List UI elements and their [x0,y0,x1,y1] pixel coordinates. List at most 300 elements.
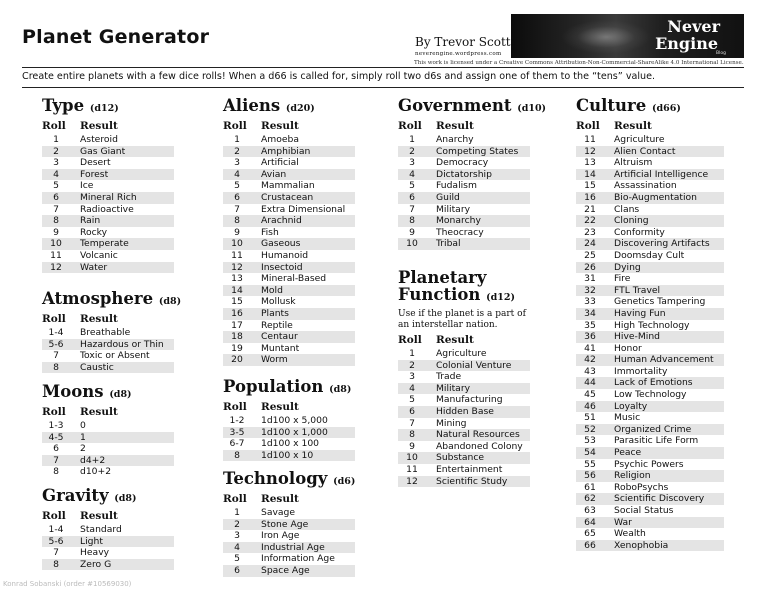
roll-value: 43 [584,365,596,377]
roll-value: 7 [53,203,59,215]
table-row [42,466,174,478]
table-row [223,262,355,274]
result-value: Centaur [251,331,355,343]
result-value: Water [70,262,174,274]
result-value: Colonial Venture [426,360,530,372]
result-value: Genetics Tampering [614,296,706,308]
table-row [398,134,530,146]
roll-value: 6 [223,565,251,577]
roll-value: 51 [584,412,596,424]
result-value: Military [426,383,530,395]
result-value: Guild [426,192,530,204]
roll-value: 8 [223,450,251,462]
result-value: Scientific Discovery [604,493,724,505]
page-header [22,14,744,62]
table-row [223,215,355,227]
table-row [576,505,724,517]
result-value: Mineral Rich [70,192,174,204]
never-engine-logo [511,14,744,58]
result-value: Worm [251,354,355,366]
roll-value: 1 [234,507,240,518]
type-table: Roll Result 1 Asteroid 2 Gas Giant 3 Desert 4 Forest 5 Ice 6 Mineral Rich 7 Radioactive 8 Rain 9 Rocky 10 Temperate 11 Volcanic 12 Water [42,120,174,273]
table-row [42,443,174,455]
table-row [223,296,355,308]
table-row [576,459,724,471]
table-row [223,146,355,158]
aliens-table: Roll Result 1 Amoeba 2 Amphibian 3 Artificial 4 Avian 5 Mammalian 6 Crustacean 7 Extra Dimensional 8 Arachnid 9 Fish 10 Gaseous 11 Humanoid 12 Insectoid 13 Mineral-Based 14 Mold 15 Mollusk 16 Plants 17 Reptile 18 Centaur 19 Muntant 20 Worm [223,120,355,366]
table-row [223,565,355,577]
table-row [576,366,724,378]
table-row [42,146,174,158]
roll-value: 11 [406,463,418,475]
roll-value: 11 [231,249,243,261]
table-row [42,157,174,169]
roll-value: 7 [42,455,70,467]
roll-value: 1-3 [48,420,64,431]
table-row [223,238,355,250]
roll-value: 8 [42,362,70,374]
result-value: Honor [614,342,642,354]
result-value: Radioactive [80,203,134,215]
roll-value: 12 [223,262,251,274]
roll-value: 2 [398,146,426,158]
result-value: FTL Travel [604,285,724,297]
table-row [576,343,724,355]
logo-glow [561,20,651,54]
table-row [223,204,355,216]
roll-value: 7 [409,203,415,215]
table-row [223,180,355,192]
roll-value: 4 [42,169,70,181]
roll-value: 22 [576,215,604,227]
result-value: Artificial Intelligence [604,169,724,181]
result-value: 1d100 x 100 [261,438,320,450]
result-value: Bio-Augmentation [604,192,724,204]
section-culture [576,97,724,551]
roll-value: 61 [584,481,596,493]
result-value: War [604,517,724,529]
result-value: Space Age [251,565,355,577]
result-value: Volcanic [80,249,118,261]
table-row [576,262,724,274]
result-value: Hidden Base [426,406,530,418]
table-row [576,250,724,262]
result-value: Insectoid [251,262,355,274]
intro-text: Create entire planets with a few dice rolls! When a d66 is called for, simply roll two d6s and assign one of them to the “tens” value. [22,71,656,82]
divider-bottom [22,87,744,88]
table-row [576,285,724,297]
roll-value: 8 [398,215,426,227]
roll-value: 1-2 [229,415,245,426]
result-value: 1d100 x 1,000 [251,427,355,439]
roll-value: 8 [398,429,426,441]
roll-value: 65 [584,528,596,540]
table-row [42,169,174,181]
table-row [42,180,174,192]
table-row [223,542,355,554]
table-row [576,354,724,366]
table-row [576,517,724,529]
table-row [398,204,530,216]
roll-value: 46 [576,401,604,413]
table-row [223,331,355,343]
section-title: Planetary Function (d12) [398,268,515,304]
section-title: Atmosphere (d8) [42,289,182,308]
result-value: 1d100 x 5,000 [261,415,328,426]
roll-value: 15 [584,180,596,192]
roll-value: 7 [409,417,415,429]
roll-value: 13 [584,157,596,169]
roll-value: 26 [576,262,604,274]
table-row [576,447,724,459]
roll-value: 44 [576,377,604,389]
section-title: Moons (d8) [42,382,132,401]
roll-value: 10 [398,452,426,464]
table-row [223,285,355,297]
result-value: Music [614,412,641,424]
result-value: Anarchy [436,134,474,145]
result-value: Substance [426,452,530,464]
table-row [398,452,530,464]
roll-value: 12 [398,476,426,488]
result-value: Desert [80,157,111,169]
logo-text-never: Never [667,17,720,36]
roll-value: 3 [234,157,240,169]
result-value: Iron Age [261,530,300,542]
result-value: Fire [614,273,631,285]
roll-value: 53 [584,435,596,447]
table-row [576,204,724,216]
section-title: Type (d12) [42,96,119,115]
section-moons [42,383,174,478]
result-value: Immortality [614,365,668,377]
logo-text-engine: Engine [655,34,718,53]
roll-value: 12 [42,262,70,274]
table-row [576,470,724,482]
result-value: Mineral-Based [261,273,327,285]
roll-value: 10 [42,238,70,250]
table-row [223,427,355,439]
result-value: Military [436,203,471,215]
table-row [42,536,174,548]
moons-table: Roll Result 1-3 0 4-5 1 6 2 7 d4+2 8 d10+2 [42,406,174,478]
result-value: Low Technology [614,389,687,401]
result-value: Tribal [426,238,530,250]
result-value: Mollusk [261,296,296,308]
table-row [398,418,530,430]
roll-value: 9 [53,226,59,238]
result-value: Humanoid [261,249,309,261]
roll-value: 7 [53,350,59,362]
result-value: Mold [251,285,355,297]
result-value: 1 [70,432,174,444]
result-value: Reptile [261,319,293,331]
result-value: Doomsday Cult [614,249,685,261]
roll-value: 8 [42,559,70,571]
result-value: Fudalism [436,180,477,192]
section-population [223,378,355,461]
roll-value: 54 [576,447,604,459]
roll-value: 3 [409,157,415,169]
roll-value: 8 [42,215,70,227]
result-value: Cloning [604,215,724,227]
table-row [223,308,355,320]
result-value: Manufacturing [436,394,503,406]
table-row [42,327,174,339]
table-row [42,420,174,432]
table-row [576,192,724,204]
table-row [576,331,724,343]
table-row [42,524,174,536]
result-value: Avian [251,169,355,181]
gravity-table: Roll Result 1-4 Standard 5-6 Light 7 Heavy 8 Zero G [42,510,174,570]
result-value: 0 [80,420,86,431]
result-value: Industrial Age [251,542,355,554]
function-table: Roll Result 1 Agriculture 2 Colonial Venture 3 Trade 4 Military 5 Manufacturing 6 Hidden Base 7 Mining 8 Natural Resources 9 Abandoned Colony 10 Substance 11 Entertainment 12 Scientific Study [398,334,530,487]
result-value: Extra Dimensional [261,203,346,215]
table-row [576,134,724,146]
roll-value: 6 [398,406,426,418]
table-row [398,441,530,453]
table-row [576,146,724,158]
table-row [42,547,174,559]
roll-value: 16 [576,192,604,204]
result-value: Loyalty [604,401,724,413]
roll-value: 66 [576,540,604,552]
result-value: Dying [604,262,724,274]
table-row [398,429,530,441]
roll-value: 64 [576,517,604,529]
roll-value: 5 [409,394,415,406]
roll-value: 2 [398,360,426,372]
result-value: d4+2 [70,455,174,467]
result-value: Having Fun [604,308,724,320]
roll-value: 15 [231,296,243,308]
result-value: Mammalian [261,180,315,192]
roll-value: 2 [223,146,251,158]
roll-value: 2 [42,146,70,158]
roll-value: 17 [231,319,243,331]
logo-text-blog: Blog [716,51,726,56]
roll-value: 56 [576,470,604,482]
section-atmosphere [42,290,181,373]
table-row [576,377,724,389]
table-row [223,354,355,366]
table-row [398,371,530,383]
roll-value: 7 [234,203,240,215]
table-row [223,415,355,427]
roll-value: 18 [223,331,251,343]
result-value: Peace [604,447,724,459]
roll-value: 5 [53,180,59,192]
result-value: High Technology [614,319,690,331]
result-value: Human Advancement [604,354,724,366]
table-row [42,362,174,374]
roll-value: 23 [584,226,596,238]
section-gravity [42,487,174,570]
table-row [576,424,724,436]
table-row [398,169,530,181]
section-description: Use if the planet is a part of an interstellar nation. [398,309,526,330]
roll-value: 9 [409,440,415,452]
culture-table: Roll Result 11 Agriculture 12 Alien Contact 13 Altruism 14 Artificial Intelligence 15 Assassination 16 Bio-Augmentation 21 Clans 22 Cloning 23 Conformity 24 Discovering Artifacts 25 Doomsday Cult 26 Dying 31 Fire 32 FTL Travel 33 Genetics Tampering 34 Having Fun 35 High Technology 36 Hive-Mind 41 Honor 42 Human Advancement 43 Immortality 44 Lack of Emotions 45 Low Technology 46 Loyalty 51 Music 52 Organized Crime 53 Parasitic Life Form 54 Peace 55 Psychic Powers 56 Religion 61 RoboPsychs 62 Scientific Discovery 63 Social Status 64 War 65 Wealth 66 Xenophobia [576,120,724,551]
result-value: Dictatorship [426,169,530,181]
table-row [398,348,530,360]
result-value: Toxic or Absent [80,350,150,362]
roll-value: 4 [223,169,251,181]
result-value: Fish [261,226,279,238]
roll-value: 62 [576,493,604,505]
result-value: Entertainment [436,463,503,475]
table-row [223,530,355,542]
roll-value: 6 [223,192,251,204]
section-planetary-function [398,269,530,487]
roll-value: 19 [231,342,243,354]
table-row [223,553,355,565]
divider-top [22,67,744,68]
table-row [576,482,724,494]
result-value: Competing States [426,146,530,158]
table-row [42,227,174,239]
table-row [398,215,530,227]
section-government [398,97,546,250]
table-row [42,262,174,274]
table-row [398,157,530,169]
table-row [576,227,724,239]
table-row [223,519,355,531]
result-value: Assassination [614,180,677,192]
table-row [398,227,530,239]
section-title: Gravity (d8) [42,486,137,505]
roll-value: 6 [398,192,426,204]
table-row [398,360,530,372]
result-value: Stone Age [251,519,355,531]
result-value: Hive-Mind [604,331,724,343]
license-notice: This work is licensed under a Creative Commons Attribution-Non-Commercial-ShareAlike 4.0 International License. [414,60,744,66]
table-row [576,412,724,424]
atmosphere-table: Roll Result 1-4 Breathable 5-6 Hazardous or Thin 7 Toxic or Absent 8 Caustic [42,313,174,373]
roll-value: 35 [584,319,596,331]
result-value: Abandoned Colony [436,440,523,452]
result-value: Trade [436,371,462,383]
result-value: Artificial [261,157,299,169]
result-value: Agriculture [436,348,487,359]
result-value: Amphibian [251,146,355,158]
table-row [223,192,355,204]
table-row [398,394,530,406]
table-row [223,273,355,285]
result-value: Social Status [614,505,674,516]
table-row [398,192,530,204]
result-value: Arachnid [251,215,355,227]
table-row [576,215,724,227]
result-value: Information Age [261,553,335,565]
roll-value: 9 [409,226,415,238]
result-value: Gas Giant [70,146,174,158]
table-row [223,134,355,146]
roll-value: 7 [53,547,59,559]
roll-value: 42 [576,354,604,366]
section-title: Population (d8) [223,377,352,396]
roll-value: 55 [584,458,596,470]
table-row [398,406,530,418]
roll-value: 2 [223,519,251,531]
section-title: Government (d10) [398,96,547,115]
table-row [223,157,355,169]
result-value: Zero G [70,559,174,571]
roll-value: 1 [234,134,240,145]
roll-value: 1 [53,134,59,145]
table-row [42,215,174,227]
table-row [398,238,530,250]
result-value: Theocracy [436,226,484,238]
result-value: Organized Crime [604,424,724,436]
roll-value: 24 [576,238,604,250]
result-value: Rain [70,215,174,227]
roll-value: 1-4 [48,524,64,535]
result-value: Heavy [80,547,110,559]
roll-value: 8 [53,466,59,478]
result-value: Muntant [261,342,300,354]
table-row [398,464,530,476]
table-row [576,540,724,552]
result-value: Breathable [80,327,131,338]
roll-value: 4-5 [42,432,70,444]
roll-value: 32 [576,285,604,297]
result-value: Wealth [614,528,646,540]
roll-value: 4 [398,383,426,395]
roll-value: 8 [223,215,251,227]
roll-value: 6 [53,443,59,455]
roll-value: 5 [409,180,415,192]
result-value: 2 [80,443,86,455]
table-row [398,146,530,158]
roll-value: 36 [576,331,604,343]
roll-value: 1 [409,348,415,359]
result-value: Clans [614,203,640,215]
table-row [223,438,355,450]
result-value: Asteroid [80,134,118,145]
table-row [576,238,724,250]
roll-value: 16 [223,308,251,320]
roll-value: 5 [234,180,240,192]
table-row [576,435,724,447]
section-title: Culture (d66) [576,96,681,115]
blog-url: neverengine.wordpress.com [415,51,502,57]
table-row [42,455,174,467]
result-value: Psychic Powers [614,458,684,470]
roll-value: 6 [42,192,70,204]
roll-value: 4 [398,169,426,181]
section-technology [223,470,355,577]
result-value: Plants [251,308,355,320]
roll-value: 45 [584,389,596,401]
roll-value: 4 [223,542,251,554]
result-value: Lack of Emotions [604,377,724,389]
table-row [398,476,530,488]
result-value: Agriculture [614,134,665,145]
roll-value: 14 [223,285,251,297]
table-row [223,507,355,519]
result-value: Ice [80,180,94,192]
roll-value: 13 [231,273,243,285]
table-row [576,273,724,285]
roll-value: 20 [223,354,251,366]
roll-value: 33 [584,296,596,308]
table-row [223,227,355,239]
table-row [42,339,174,351]
table-row [223,250,355,262]
